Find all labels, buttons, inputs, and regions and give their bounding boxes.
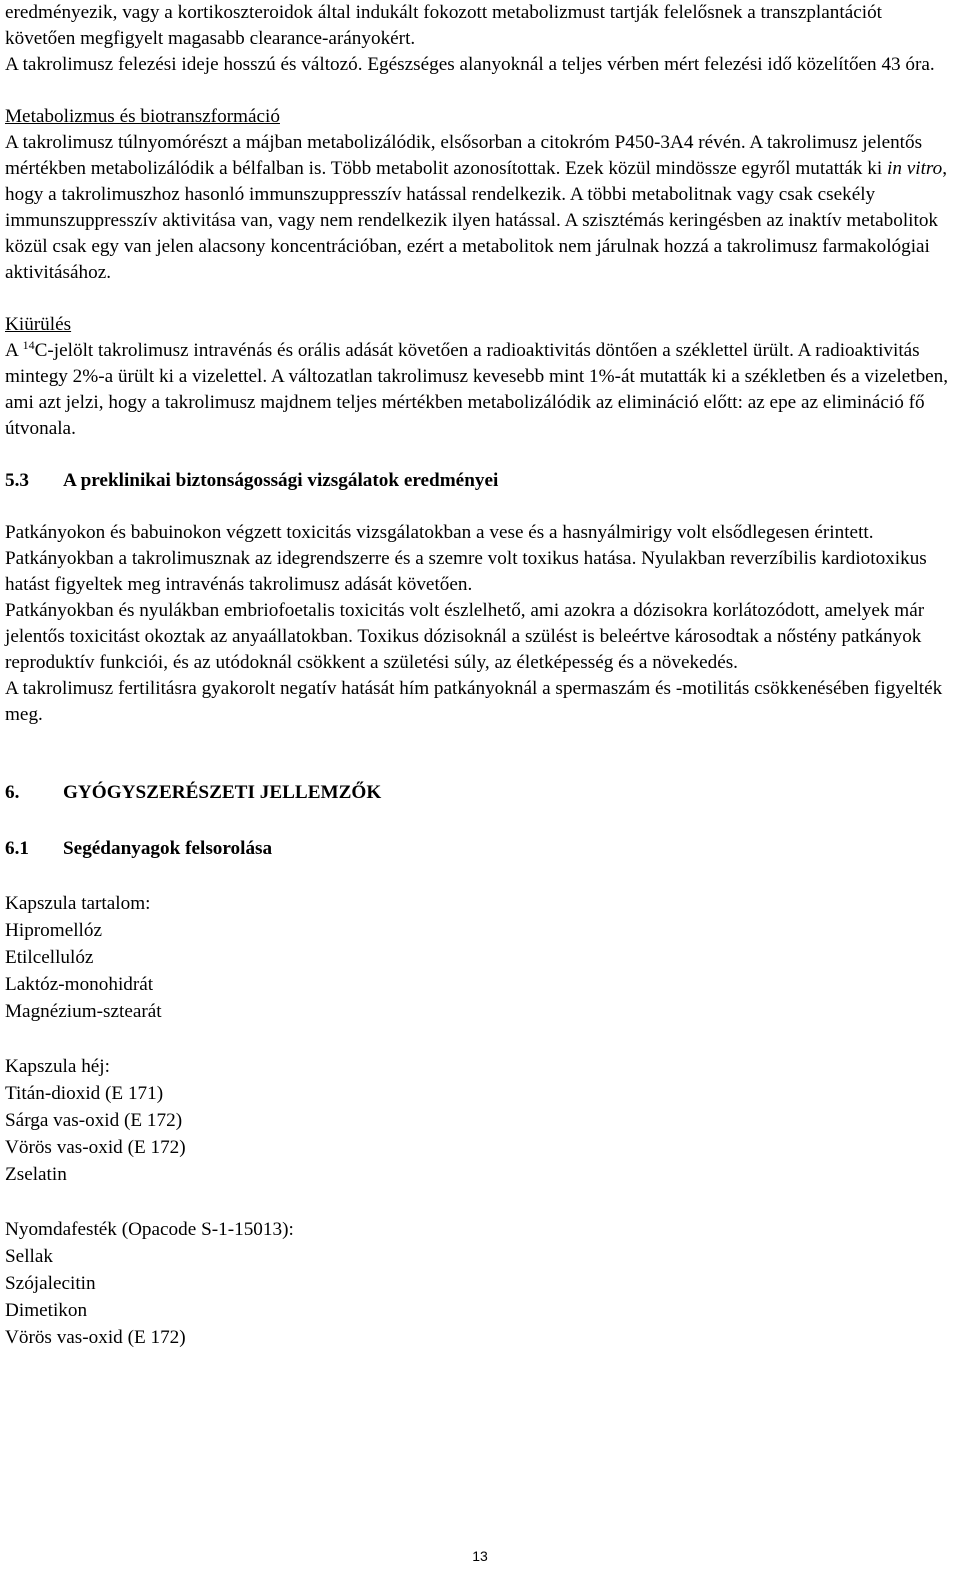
section-5-3-title: A preklinikai biztonságossági vizsgálatok eredményei bbox=[63, 470, 499, 491]
printing-ink-label: Nyomdafesték (Opacode S-1-15013): bbox=[5, 1219, 294, 1240]
elimination-paragraph bbox=[5, 338, 955, 442]
elimination-text-post: C-jelölt takrolimusz intravénás és orális adását követően a radioaktivitás döntően a széklettel ürült. A radioaktivitás mintegy 2%-a ürült ki a vizelettel. A változatlan takrolimusz kevesebb mint 1%-át mutatták ki a székletben és a vizeletben, ami azt jelzi, hogy a takrolimusz majdnem teljes mértékben metabolizálódik az elimináció előtt: az epe az elimináció fő útvonala. bbox=[5, 340, 949, 439]
list-item: Sárga vas-oxid (E 172) bbox=[5, 1110, 183, 1131]
list-item: Titán-dioxid (E 171) bbox=[5, 1083, 164, 1104]
intro-paragraph-1: eredményezik, vagy a kortikoszteroidok által indukált fokozott metabolizmust tartják felelősnek a transzplantációt követően megfigyelt magasabb clearance-arányokért. bbox=[5, 2, 882, 49]
metabolism-paragraph bbox=[5, 130, 955, 286]
capsule-shell-label: Kapszula héj: bbox=[5, 1056, 110, 1077]
elimination-heading: Kiürülés bbox=[5, 314, 72, 335]
elimination-superscript: 14 bbox=[22, 338, 35, 352]
list-item: Dimetikon bbox=[5, 1300, 88, 1321]
list-item: Zselatin bbox=[5, 1164, 67, 1185]
section-6-1-title: Segédanyagok felsorolása bbox=[63, 838, 273, 859]
metabolism-text-italic: in vitro bbox=[887, 158, 943, 179]
capsule-shell-list bbox=[5, 1053, 955, 1188]
list-item: Szójalecitin bbox=[5, 1273, 96, 1294]
section-6-1-heading bbox=[5, 836, 955, 862]
list-item: Etilcellulóz bbox=[5, 947, 94, 968]
metabolism-text-b: , hogy a takrolimuszhoz hasonló immunszuppresszív hatással rendelkezik. A többi metabolitnak vagy csak csekély immunszuppresszív aktivitása van, vagy nem rendelkezik ilyen hatással. A szisztémás keringésben az inaktív metabolitok közül csak egy van jelen alacsony koncentrációban, ezért a metabolitok nem járulnak hozzá a takrolimusz farmakológiai aktivitásához. bbox=[5, 158, 948, 283]
printing-ink-list bbox=[5, 1216, 955, 1351]
list-item: Vörös vas-oxid (E 172) bbox=[5, 1137, 186, 1158]
metabolism-text-a: A takrolimusz túlnyomórészt a májban metabolizálódik, elsősorban a citokróm P450-3A4 révén. A takrolimusz jelentős mértékben metabolizálódik a bélfalban is. Több metabolit azonosítottak. Ezek közül mindössze egyről mutatták ki bbox=[5, 132, 923, 179]
section-5-3-paragraph-2: Patkányokban és nyulákban embriofoetalis toxicitás volt észlelhető, ami azokra a dózisokra korlátozódott, amelyek már jelentős toxicitást okoztak az anyaállatokban. Toxikus dózisoknál a szülést is beleértve károsodtak a nőstény patkányok reproduktív funkciói, és az utódoknál csökkent a születési súly, az életképesség és a növekedés. bbox=[5, 600, 925, 673]
elimination-text-pre: A bbox=[5, 340, 23, 361]
document-page bbox=[5, 0, 955, 1351]
capsule-content-list bbox=[5, 890, 955, 1025]
metabolism-heading: Metabolizmus és biotranszformáció bbox=[5, 106, 280, 127]
page-number: 13 bbox=[472, 1548, 488, 1564]
section-5-3-number: 5.3 bbox=[5, 470, 29, 491]
section-6-title: GYÓGYSZERÉSZETI JELLEMZŐK bbox=[63, 782, 382, 803]
capsule-content-label: Kapszula tartalom: bbox=[5, 893, 151, 914]
section-6-heading bbox=[5, 780, 955, 806]
list-item: Hipromellóz bbox=[5, 920, 102, 941]
list-item: Magnézium-sztearát bbox=[5, 1001, 162, 1022]
section-6-1-number: 6.1 bbox=[5, 838, 29, 859]
list-item: Sellak bbox=[5, 1246, 53, 1267]
section-5-3-paragraph-1: Patkányokon és babuinokon végzett toxicitás vizsgálatokban a vese és a hasnyálmirigy volt elsődlegesen érintett. Patkányokban a takrolimusznak az idegrendszerre és a szemre volt toxikus hatása. Nyulakban reverzíbilis kardiotoxikus hatást figyeltek meg intravénás takrolimusz adását követően. bbox=[5, 522, 927, 595]
list-item: Laktóz-monohidrát bbox=[5, 974, 154, 995]
section-5-3-paragraph-3: A takrolimusz fertilitásra gyakorolt negatív hatását hím patkányoknál a spermaszám és -motilitás csökkenésében figyelték meg. bbox=[5, 678, 943, 725]
section-5-3-heading bbox=[5, 468, 955, 494]
intro-paragraph-2: A takrolimusz felezési ideje hosszú és változó. Egészséges alanyoknál a teljes vérben mért felezési idő közelítően 43 óra. bbox=[5, 54, 935, 75]
section-6-number: 6. bbox=[5, 782, 20, 803]
list-item: Vörös vas-oxid (E 172) bbox=[5, 1327, 186, 1348]
